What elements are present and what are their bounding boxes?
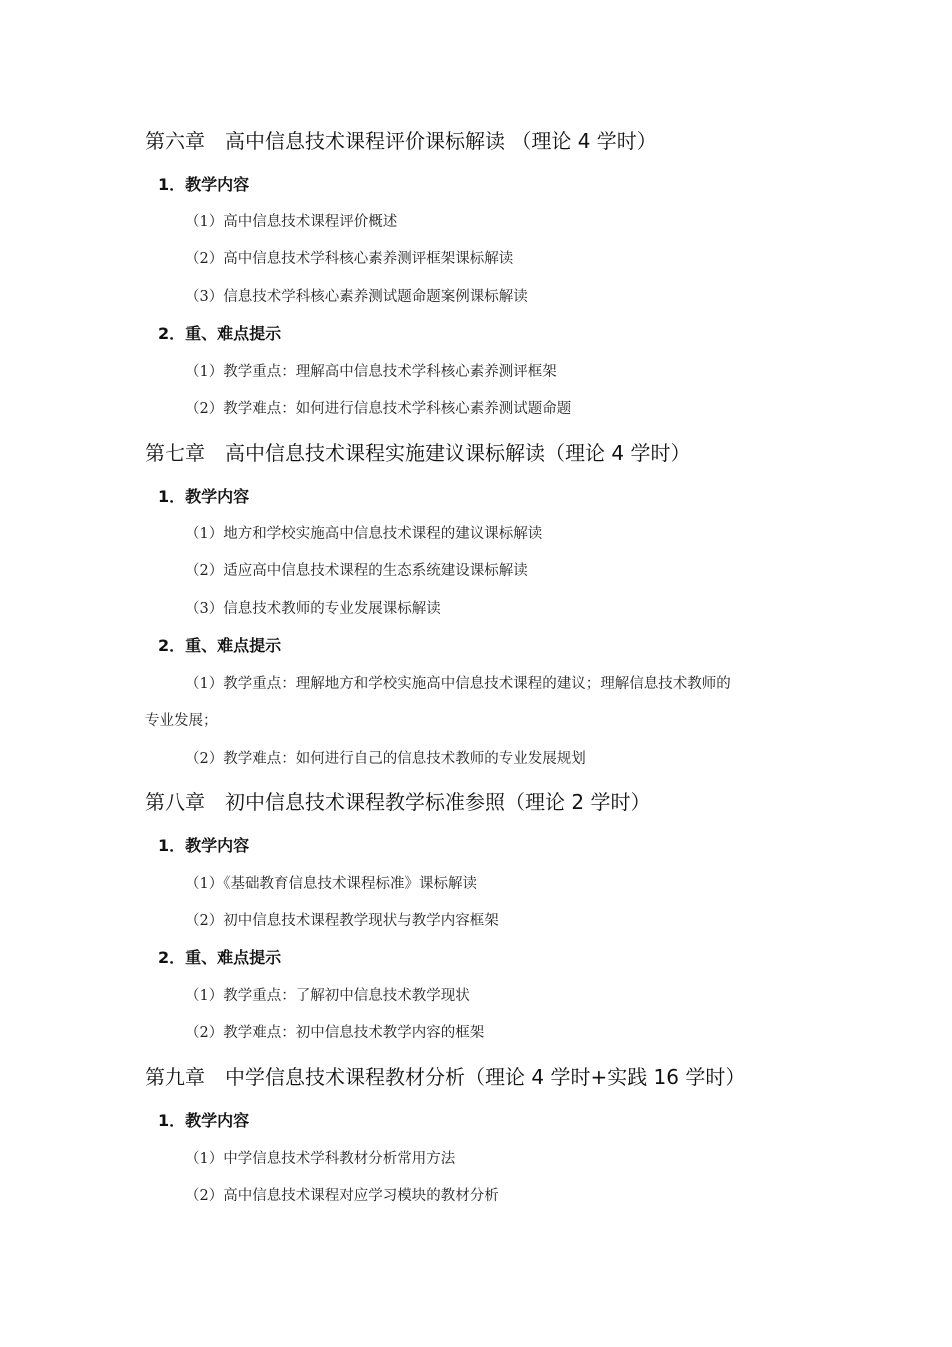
chapter-7-item-1: （1）地方和学校实施高中信息技术课程的建议课标解读 bbox=[185, 526, 543, 542]
chapter-6-item-3: （3）信息技术学科核心素养测试题命题案例课标解读 bbox=[185, 289, 528, 305]
chapter-7-key-point-continued: 专业发展； bbox=[145, 713, 218, 729]
chapter-6-keypoints-heading: 2．重、难点提示 bbox=[158, 324, 282, 343]
chapter-9-item-1: （1）中学信息技术学科教材分析常用方法 bbox=[185, 1151, 456, 1167]
chapter-6-content-heading: 1．教学内容 bbox=[158, 175, 250, 194]
chapter-8-item-2: （2）初中信息技术课程教学现状与教学内容框架 bbox=[185, 913, 499, 929]
chapter-7-key-point: （1）教学重点：理解地方和学校实施高中信息技术课程的建议；理解信息技术教师的 bbox=[185, 676, 731, 692]
chapter-7-item-3: （3）信息技术教师的专业发展课标解读 bbox=[185, 601, 441, 617]
chapter-9-content-heading: 1．教学内容 bbox=[158, 1111, 250, 1130]
chapter-8-item-1: （1）《基础教育信息技术课程标准》课标解读 bbox=[185, 876, 477, 892]
chapter-6-item-1: （1）高中信息技术课程评价概述 bbox=[185, 214, 398, 230]
chapter-6-title: 第六章 高中信息技术课程评价课标解读 （理论 4 学时） bbox=[145, 129, 657, 153]
chapter-8-content-heading: 1．教学内容 bbox=[158, 836, 250, 855]
chapter-7-difficult-point: （2）教学难点：如何进行自己的信息技术教师的专业发展规划 bbox=[185, 751, 586, 767]
chapter-7-keypoints-heading: 2．重、难点提示 bbox=[158, 636, 282, 655]
chapter-8-key-point: （1）教学重点：了解初中信息技术教学现状 bbox=[185, 988, 470, 1004]
chapter-7-title: 第七章 高中信息技术课程实施建议课标解读（理论 4 学时） bbox=[145, 441, 691, 465]
chapter-8-keypoints-heading: 2．重、难点提示 bbox=[158, 948, 282, 967]
chapter-6-key-point: （1）教学重点：理解高中信息技术学科核心素养测评框架 bbox=[185, 364, 557, 380]
chapter-6-difficult-point: （2）教学难点：如何进行信息技术学科核心素养测试题命题 bbox=[185, 401, 572, 417]
chapter-9-title: 第九章 中学信息技术课程教材分析（理论 4 学时+实践 16 学时） bbox=[145, 1065, 746, 1089]
chapter-8-title: 第八章 初中信息技术课程教学标准参照（理论 2 学时） bbox=[145, 790, 651, 814]
chapter-7-content-heading: 1．教学内容 bbox=[158, 487, 250, 506]
chapter-7-item-2: （2）适应高中信息技术课程的生态系统建设课标解读 bbox=[185, 563, 528, 579]
chapter-9-item-2: （2）高中信息技术课程对应学习模块的教材分析 bbox=[185, 1188, 499, 1204]
chapter-8-difficult-point: （2）教学难点：初中信息技术教学内容的框架 bbox=[185, 1025, 485, 1041]
chapter-6-item-2: （2）高中信息技术学科核心素养测评框架课标解读 bbox=[185, 251, 514, 267]
